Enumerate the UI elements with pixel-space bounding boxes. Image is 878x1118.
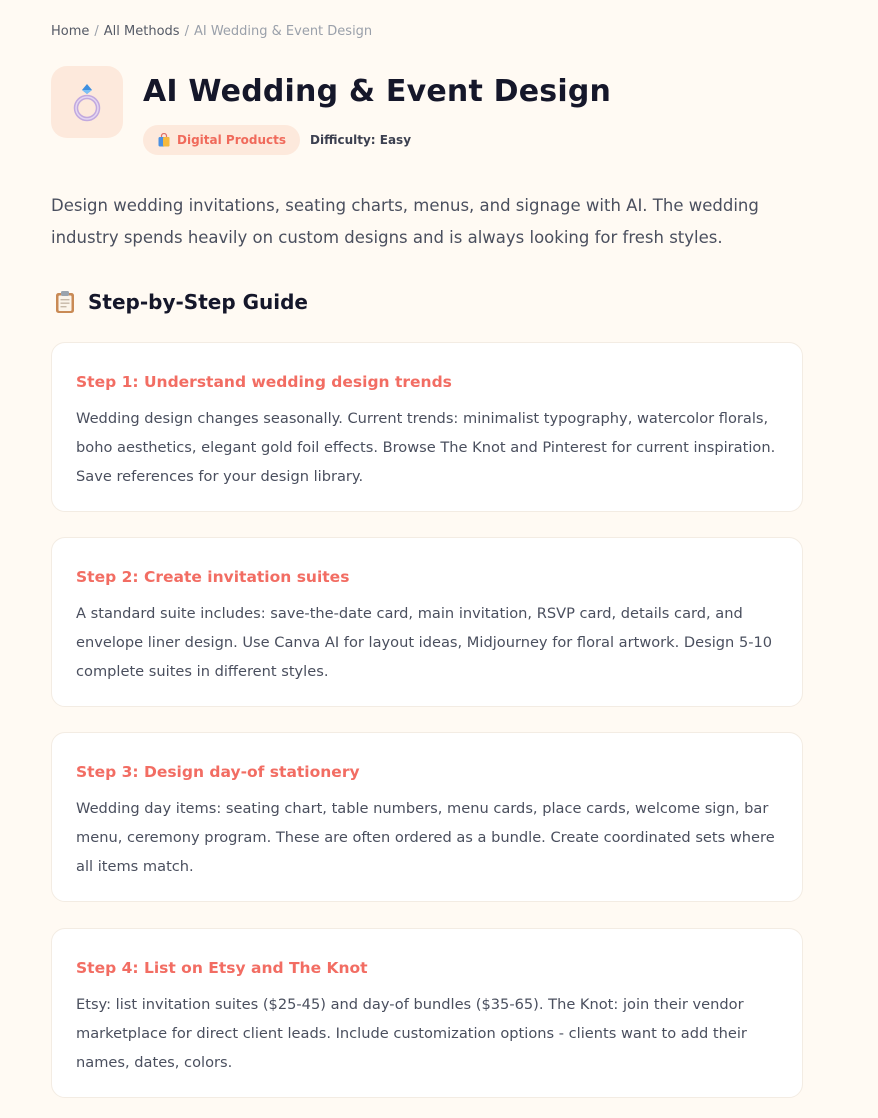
step-card: [51, 342, 803, 512]
step-title: Step 4: List on Etsy and The Knot: [76, 959, 368, 977]
step-text: Wedding design changes seasonally. Current trends: minimalist typography, watercolor florals, boho aesthetics, elegant gold foil effects. Browse The Knot and Pinterest for current inspiration. Save references for your design library.: [76, 410, 776, 485]
method-icon-tile: [51, 66, 123, 138]
step-title: Step 1: Understand wedding design trends: [76, 373, 452, 391]
step-card: [51, 732, 803, 902]
breadcrumb-separator: /: [94, 24, 99, 39]
method-description: Design wedding invitations, seating charts, menus, and signage with AI. The wedding industry spends heavily on custom designs and is always looking for fresh styles.: [51, 196, 759, 247]
clipboard-icon: [54, 290, 76, 314]
step-card: [51, 928, 803, 1098]
breadcrumb-separator: /: [184, 24, 189, 39]
difficulty-label: Difficulty: Easy: [310, 133, 412, 147]
shopping-bag-icon: [157, 133, 171, 147]
step-text: Wedding day items: seating chart, table numbers, menu cards, place cards, welcome sign, bar menu, ceremony program. These are often ordered as a bundle. Create coordinated sets where all items match.: [76, 800, 775, 875]
step-text: A standard suite includes: save-the-date card, main invitation, RSVP card, details card, and envelope liner design. Use Canva AI for layout ideas, Midjourney for floral artwork. Design 5-10 complete suites in different styles.: [76, 605, 773, 680]
step-title: Step 3: Design day-of stationery: [76, 763, 360, 781]
ring-icon: [69, 82, 105, 122]
step-title: Step 2: Create invitation suites: [76, 568, 350, 586]
guide-heading-text: Step-by-Step Guide: [88, 290, 308, 314]
category-label: Digital Products: [177, 133, 286, 147]
breadcrumb-current: AI Wedding & Event Design: [193, 24, 373, 39]
breadcrumb: [51, 24, 372, 39]
breadcrumb-home-link[interactable]: Home: [51, 24, 90, 39]
guide-heading: [54, 290, 308, 314]
category-badge[interactable]: [143, 125, 300, 155]
step-card: [51, 537, 803, 707]
breadcrumb-all-methods-link[interactable]: All Methods: [103, 24, 180, 39]
step-text: Etsy: list invitation suites ($25-45) and day-of bundles ($35-65). The Knot: join their vendor marketplace for direct client leads. Include customization options - clients want to add their names, dates, colors.: [76, 996, 747, 1071]
page-title: AI Wedding & Event Design: [143, 74, 612, 109]
